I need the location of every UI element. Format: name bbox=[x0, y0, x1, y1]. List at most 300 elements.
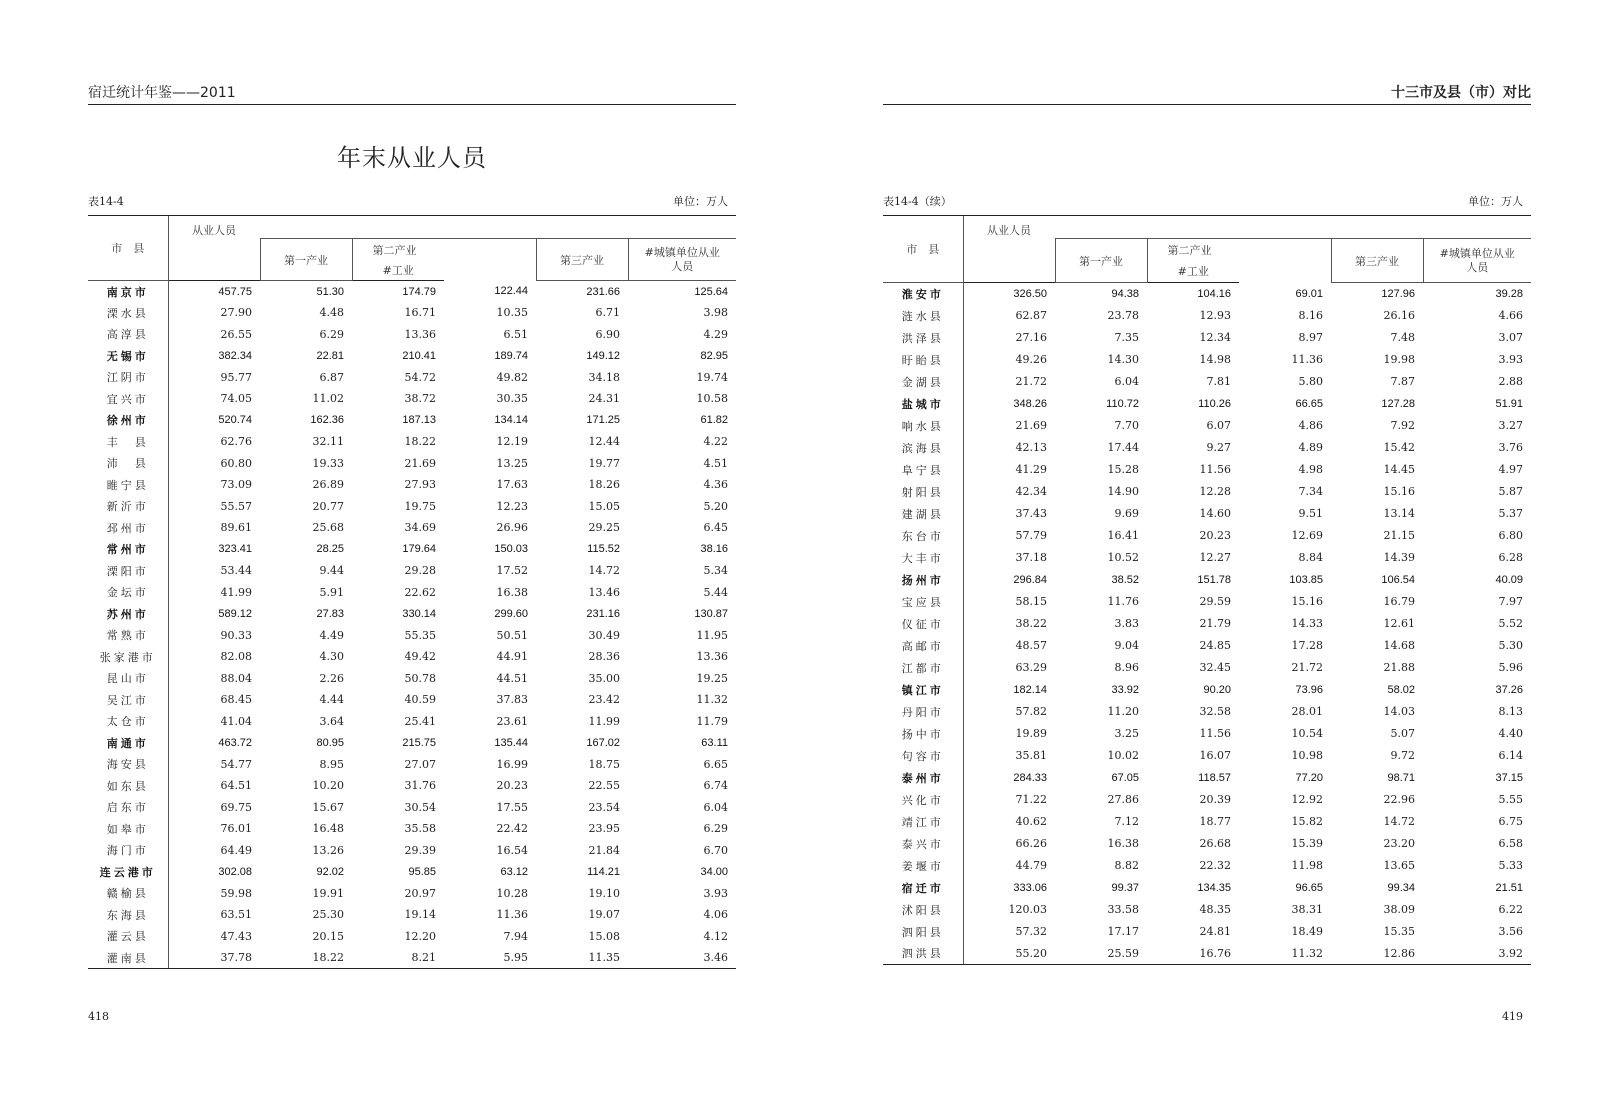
value-cell: 114.21 bbox=[587, 865, 620, 878]
value-cell: 12.19 bbox=[496, 435, 528, 449]
table-row bbox=[883, 657, 1531, 679]
value-cell: 55.57 bbox=[220, 499, 252, 513]
value-cell: 333.06 bbox=[1013, 881, 1047, 894]
value-cell: 5.95 bbox=[444, 947, 536, 969]
region-name: 连云港市 bbox=[88, 861, 168, 883]
value-cell: 14.72 bbox=[588, 564, 620, 578]
region-name: 涟水县 bbox=[883, 305, 963, 327]
value-cell: 3.64 bbox=[319, 714, 344, 728]
table-row bbox=[88, 668, 736, 690]
value-cell: 7.12 bbox=[1114, 815, 1139, 828]
region-name: 常州市 bbox=[88, 539, 168, 561]
value-cell: 14.03 bbox=[1383, 705, 1415, 718]
value-cell: 37.83 bbox=[496, 693, 528, 707]
value-cell: 8.84 bbox=[1298, 551, 1323, 564]
value-cell: 6.75 bbox=[1498, 815, 1523, 828]
value-cell: 149.12 bbox=[586, 349, 620, 362]
value-cell: 179.64 bbox=[402, 543, 436, 556]
value-cell: 22.32 bbox=[1199, 859, 1231, 872]
value-cell: 24.85 bbox=[1199, 639, 1231, 652]
value-cell: 95.85 bbox=[408, 865, 436, 878]
value-cell: 19.10 bbox=[588, 886, 620, 900]
table-row bbox=[88, 410, 736, 432]
region-name: 张家港市 bbox=[88, 646, 168, 668]
value-cell: 520.74 bbox=[218, 414, 252, 427]
table-row bbox=[883, 283, 1531, 305]
region-name: 徐州市 bbox=[88, 410, 168, 432]
value-cell: 457.75 bbox=[218, 285, 252, 298]
value-cell: 8.96 bbox=[1114, 661, 1139, 674]
value-cell: 5.44 bbox=[703, 585, 728, 599]
value-cell: 3.93 bbox=[1498, 353, 1523, 366]
value-cell: 118.57 bbox=[1198, 771, 1231, 784]
value-cell: 3.46 bbox=[628, 947, 736, 969]
value-cell: 67.05 bbox=[1111, 771, 1139, 784]
value-cell: 6.45 bbox=[703, 521, 728, 535]
value-cell: 15.67 bbox=[312, 800, 344, 814]
value-cell: 4.36 bbox=[703, 478, 728, 492]
region-name: 南京市 bbox=[88, 281, 168, 303]
value-cell: 14.98 bbox=[1199, 353, 1231, 366]
value-cell: 7.97 bbox=[1498, 595, 1523, 608]
value-cell: 15.05 bbox=[588, 499, 620, 513]
table-row bbox=[88, 582, 736, 604]
value-cell: 3.92 bbox=[1423, 943, 1531, 965]
value-cell: 11.36 bbox=[1291, 353, 1323, 366]
value-cell: 7.34 bbox=[1298, 485, 1323, 498]
region-name: 吴江市 bbox=[88, 689, 168, 711]
region-name: 宿迁市 bbox=[883, 877, 963, 899]
value-cell: 62.76 bbox=[220, 435, 252, 449]
value-cell: 9.72 bbox=[1390, 749, 1415, 762]
value-cell: 44.79 bbox=[1015, 859, 1047, 872]
table-row bbox=[88, 754, 736, 776]
value-cell: 28.01 bbox=[1291, 705, 1323, 718]
value-cell: 27.83 bbox=[316, 607, 344, 620]
value-cell: 39.28 bbox=[1495, 287, 1523, 300]
value-cell: 10.20 bbox=[312, 779, 344, 793]
region-name: 灌南县 bbox=[88, 947, 168, 969]
table-row bbox=[883, 437, 1531, 459]
table-row bbox=[88, 539, 736, 561]
value-cell: 231.66 bbox=[586, 285, 620, 298]
value-cell: 44.91 bbox=[496, 650, 528, 664]
value-cell: 8.13 bbox=[1498, 705, 1523, 718]
value-cell: 30.54 bbox=[404, 800, 436, 814]
region-name: 兴化市 bbox=[883, 789, 963, 811]
value-cell: 40.62 bbox=[1015, 815, 1047, 828]
value-cell: 19.98 bbox=[1383, 353, 1415, 366]
table-row bbox=[88, 560, 736, 582]
value-cell: 5.30 bbox=[1498, 639, 1523, 652]
value-cell: 6.07 bbox=[1206, 419, 1231, 432]
value-cell: 19.75 bbox=[404, 499, 436, 513]
value-cell: 6.87 bbox=[319, 370, 344, 384]
table-row bbox=[883, 481, 1531, 503]
region-name: 溧阳市 bbox=[88, 560, 168, 582]
value-cell: 167.02 bbox=[586, 736, 620, 749]
value-cell: 22.96 bbox=[1383, 793, 1415, 806]
value-cell: 11.32 bbox=[1239, 943, 1331, 965]
region-name: 高邮市 bbox=[883, 635, 963, 657]
value-cell: 10.54 bbox=[1291, 727, 1323, 740]
value-cell: 6.28 bbox=[1498, 551, 1523, 564]
value-cell: 215.75 bbox=[402, 736, 436, 749]
value-cell: 6.80 bbox=[1498, 529, 1523, 542]
value-cell: 77.20 bbox=[1295, 771, 1323, 784]
value-cell: 16.07 bbox=[1199, 749, 1231, 762]
region-name: 泗阳县 bbox=[883, 921, 963, 943]
table-row bbox=[88, 904, 736, 926]
region-name: 滨海县 bbox=[883, 437, 963, 459]
value-cell: 15.16 bbox=[1291, 595, 1323, 608]
region-name: 仪征市 bbox=[883, 613, 963, 635]
value-cell: 3.76 bbox=[1498, 441, 1523, 454]
running-head-text: 十三市及县（市）对比 bbox=[1391, 85, 1531, 101]
table-row bbox=[883, 327, 1531, 349]
value-cell: 125.64 bbox=[694, 285, 728, 298]
value-cell: 50.78 bbox=[404, 671, 436, 685]
region-name: 泗洪县 bbox=[883, 943, 963, 965]
value-cell: 7.81 bbox=[1206, 375, 1231, 388]
region-name: 金坛市 bbox=[88, 582, 168, 604]
region-name: 海安县 bbox=[88, 754, 168, 776]
value-cell: 55.35 bbox=[404, 628, 436, 642]
value-cell: 12.93 bbox=[1199, 309, 1231, 322]
value-cell: 61.82 bbox=[700, 414, 728, 427]
region-name: 靖江市 bbox=[883, 811, 963, 833]
value-cell: 12.28 bbox=[1199, 485, 1231, 498]
value-cell: 4.48 bbox=[319, 306, 344, 320]
value-cell: 174.79 bbox=[402, 285, 436, 298]
value-cell: 37.18 bbox=[1015, 551, 1047, 564]
value-cell: 25.59 bbox=[1055, 943, 1147, 965]
value-cell: 19.33 bbox=[312, 456, 344, 470]
value-cell: 21.84 bbox=[588, 843, 620, 857]
region-name: 泰兴市 bbox=[883, 833, 963, 855]
value-cell: 95.77 bbox=[220, 370, 252, 384]
value-cell: 58.15 bbox=[1015, 595, 1047, 608]
value-cell: 11.95 bbox=[696, 628, 728, 642]
value-cell: 14.45 bbox=[1383, 463, 1415, 476]
region-name: 苏州市 bbox=[88, 603, 168, 625]
value-cell: 90.20 bbox=[1203, 683, 1231, 696]
value-cell: 326.50 bbox=[1013, 287, 1047, 300]
value-cell: 37.15 bbox=[1495, 771, 1523, 784]
value-cell: 231.16 bbox=[586, 607, 620, 620]
page-number: 418 bbox=[88, 1010, 109, 1023]
value-cell: 24.31 bbox=[588, 392, 620, 406]
value-cell: 4.29 bbox=[703, 327, 728, 341]
value-cell: 463.72 bbox=[218, 736, 252, 749]
region-name: 常熟市 bbox=[88, 625, 168, 647]
table-row bbox=[88, 474, 736, 496]
value-cell: 35.58 bbox=[404, 822, 436, 836]
value-cell: 5.34 bbox=[703, 564, 728, 578]
value-cell: 127.96 bbox=[1381, 287, 1415, 300]
value-cell: 92.02 bbox=[316, 865, 344, 878]
value-cell: 18.77 bbox=[1199, 815, 1231, 828]
table-row bbox=[88, 388, 736, 410]
value-cell: 13.36 bbox=[696, 650, 728, 664]
value-cell: 12.69 bbox=[1291, 529, 1323, 542]
value-cell: 4.86 bbox=[1298, 419, 1323, 432]
value-cell: 13.65 bbox=[1383, 859, 1415, 872]
region-name: 建湖县 bbox=[883, 503, 963, 525]
value-cell: 9.69 bbox=[1114, 507, 1139, 520]
value-cell: 25.30 bbox=[312, 908, 344, 922]
region-name: 江都市 bbox=[883, 657, 963, 679]
employment-table-continued bbox=[883, 215, 1531, 965]
value-cell: 58.02 bbox=[1387, 683, 1415, 696]
value-cell: 21.72 bbox=[1291, 661, 1323, 674]
value-cell: 4.22 bbox=[703, 435, 728, 449]
value-cell: 17.55 bbox=[496, 800, 528, 814]
value-cell: 26.68 bbox=[1199, 837, 1231, 850]
value-cell: 5.33 bbox=[1498, 859, 1523, 872]
value-cell: 5.37 bbox=[1498, 507, 1523, 520]
value-cell: 20.39 bbox=[1199, 793, 1231, 806]
value-cell: 23.20 bbox=[1383, 837, 1415, 850]
table-row bbox=[88, 324, 736, 346]
value-cell: 26.96 bbox=[496, 521, 528, 535]
value-cell: 6.65 bbox=[703, 757, 728, 771]
region-name: 如皋市 bbox=[88, 818, 168, 840]
value-cell: 33.58 bbox=[1107, 903, 1139, 916]
value-cell: 135.44 bbox=[494, 736, 528, 749]
region-name: 镇江市 bbox=[883, 679, 963, 701]
value-cell: 8.97 bbox=[1298, 331, 1323, 344]
value-cell: 8.16 bbox=[1298, 309, 1323, 322]
value-cell: 19.14 bbox=[404, 908, 436, 922]
value-cell: 9.04 bbox=[1114, 639, 1139, 652]
value-cell: 9.44 bbox=[319, 564, 344, 578]
region-name: 昆山市 bbox=[88, 668, 168, 690]
value-cell: 94.38 bbox=[1111, 287, 1139, 300]
value-cell: 38.16 bbox=[700, 543, 728, 556]
value-cell: 7.94 bbox=[503, 929, 528, 943]
value-cell: 38.31 bbox=[1291, 903, 1323, 916]
value-cell: 16.54 bbox=[496, 843, 528, 857]
value-cell: 16.99 bbox=[496, 757, 528, 771]
value-cell: 18.75 bbox=[588, 757, 620, 771]
value-cell: 8.95 bbox=[319, 757, 344, 771]
value-cell: 63.29 bbox=[1015, 661, 1047, 674]
value-cell: 4.89 bbox=[1298, 441, 1323, 454]
value-cell: 38.09 bbox=[1383, 903, 1415, 916]
unit-label: 单位：万人 bbox=[1468, 195, 1523, 208]
table-row bbox=[88, 625, 736, 647]
value-cell: 115.52 bbox=[587, 543, 620, 556]
header-primary: 第一产业 bbox=[1055, 239, 1147, 283]
value-cell: 6.22 bbox=[1498, 903, 1523, 916]
value-cell: 5.07 bbox=[1390, 727, 1415, 740]
value-cell: 9.27 bbox=[1206, 441, 1231, 454]
value-cell: 11.02 bbox=[312, 392, 344, 406]
value-cell: 19.91 bbox=[312, 886, 344, 900]
value-cell: 15.39 bbox=[1291, 837, 1323, 850]
region-name: 灌云县 bbox=[88, 926, 168, 948]
table-row bbox=[88, 453, 736, 475]
value-cell: 302.08 bbox=[218, 865, 252, 878]
table-row bbox=[88, 775, 736, 797]
value-cell: 12.86 bbox=[1331, 943, 1423, 965]
region-name: 盐城市 bbox=[883, 393, 963, 415]
value-cell: 35.81 bbox=[1015, 749, 1047, 762]
region-name: 高淳县 bbox=[88, 324, 168, 346]
value-cell: 15.28 bbox=[1107, 463, 1139, 476]
region-name: 扬中市 bbox=[883, 723, 963, 745]
value-cell: 22.55 bbox=[588, 779, 620, 793]
value-cell: 4.12 bbox=[703, 929, 728, 943]
value-cell: 54.77 bbox=[220, 757, 252, 771]
value-cell: 27.16 bbox=[1015, 331, 1047, 344]
value-cell: 5.20 bbox=[703, 499, 728, 513]
header-industry: #工业 bbox=[352, 261, 444, 281]
value-cell: 18.49 bbox=[1291, 925, 1323, 938]
value-cell: 348.26 bbox=[1013, 397, 1047, 410]
value-cell: 38.52 bbox=[1111, 573, 1139, 586]
value-cell: 20.97 bbox=[404, 886, 436, 900]
header-employed: 从业人员 bbox=[963, 216, 1055, 261]
table-row bbox=[883, 591, 1531, 613]
value-cell: 35.00 bbox=[588, 671, 620, 685]
region-name: 洪泽县 bbox=[883, 327, 963, 349]
value-cell: 27.07 bbox=[404, 757, 436, 771]
running-head-text: 宿迁统计年鉴——2011 bbox=[88, 85, 236, 101]
region-name: 句容市 bbox=[883, 745, 963, 767]
value-cell: 3.98 bbox=[703, 306, 728, 320]
table-row bbox=[88, 840, 736, 862]
value-cell: 5.52 bbox=[1498, 617, 1523, 630]
unit-label: 单位：万人 bbox=[673, 195, 728, 208]
value-cell: 14.60 bbox=[1199, 507, 1231, 520]
value-cell: 66.65 bbox=[1295, 397, 1323, 410]
value-cell: 134.35 bbox=[1197, 881, 1231, 894]
value-cell: 29.28 bbox=[404, 564, 436, 578]
value-cell: 27.86 bbox=[1107, 793, 1139, 806]
value-cell: 34.00 bbox=[700, 865, 728, 878]
table-row bbox=[883, 371, 1531, 393]
value-cell: 589.12 bbox=[218, 607, 252, 620]
table-row bbox=[883, 415, 1531, 437]
value-cell: 6.74 bbox=[703, 779, 728, 793]
table-row bbox=[883, 679, 1531, 701]
table-row bbox=[883, 811, 1531, 833]
table-row bbox=[88, 431, 736, 453]
value-cell: 53.44 bbox=[220, 564, 252, 578]
region-name: 沭阳县 bbox=[883, 899, 963, 921]
value-cell: 99.34 bbox=[1387, 881, 1415, 894]
region-name: 无锡市 bbox=[88, 345, 168, 367]
value-cell: 73.96 bbox=[1295, 683, 1323, 696]
value-cell: 82.95 bbox=[700, 349, 728, 362]
region-name: 太仓市 bbox=[88, 711, 168, 733]
value-cell: 69.75 bbox=[220, 800, 252, 814]
page-number: 419 bbox=[1502, 1010, 1523, 1023]
value-cell: 15.42 bbox=[1383, 441, 1415, 454]
value-cell: 19.77 bbox=[588, 456, 620, 470]
value-cell: 6.58 bbox=[1498, 837, 1523, 850]
value-cell: 120.03 bbox=[1008, 903, 1047, 916]
value-cell: 26.89 bbox=[312, 478, 344, 492]
value-cell: 106.54 bbox=[1381, 573, 1415, 586]
header-industry: #工业 bbox=[1147, 261, 1239, 283]
value-cell: 30.35 bbox=[496, 392, 528, 406]
region-name: 江阴市 bbox=[88, 367, 168, 389]
value-cell: 99.37 bbox=[1111, 881, 1139, 894]
value-cell: 12.61 bbox=[1383, 617, 1415, 630]
value-cell: 37.26 bbox=[1495, 683, 1523, 696]
table-row bbox=[883, 943, 1531, 965]
value-cell: 15.08 bbox=[588, 929, 620, 943]
value-cell: 68.45 bbox=[220, 693, 252, 707]
value-cell: 16.79 bbox=[1383, 595, 1415, 608]
value-cell: 7.70 bbox=[1114, 419, 1139, 432]
value-cell: 40.09 bbox=[1495, 573, 1523, 586]
value-cell: 12.44 bbox=[588, 435, 620, 449]
value-cell: 284.33 bbox=[1013, 771, 1047, 784]
value-cell: 23.42 bbox=[588, 693, 620, 707]
table-row bbox=[883, 899, 1531, 921]
value-cell: 74.05 bbox=[220, 392, 252, 406]
value-cell: 15.35 bbox=[1383, 925, 1415, 938]
value-cell: 10.58 bbox=[696, 392, 728, 406]
value-cell: 8.82 bbox=[1114, 859, 1139, 872]
value-cell: 41.99 bbox=[220, 585, 252, 599]
region-name: 溧水县 bbox=[88, 302, 168, 324]
header-urban-units: #城镇单位从业人员 bbox=[1423, 239, 1531, 283]
value-cell: 48.35 bbox=[1199, 903, 1231, 916]
running-head bbox=[88, 84, 736, 105]
running-head bbox=[883, 84, 1531, 105]
value-cell: 50.51 bbox=[496, 628, 528, 642]
value-cell: 29.39 bbox=[404, 843, 436, 857]
value-cell: 60.80 bbox=[220, 456, 252, 470]
region-name: 东台市 bbox=[883, 525, 963, 547]
value-cell: 98.71 bbox=[1387, 771, 1415, 784]
value-cell: 6.29 bbox=[319, 327, 344, 341]
value-cell: 44.51 bbox=[496, 671, 528, 685]
region-name: 盱眙县 bbox=[883, 349, 963, 371]
value-cell: 150.03 bbox=[494, 543, 528, 556]
value-cell: 11.36 bbox=[496, 908, 528, 922]
table-row bbox=[883, 789, 1531, 811]
value-cell: 10.28 bbox=[496, 886, 528, 900]
value-cell: 10.52 bbox=[1107, 551, 1139, 564]
value-cell: 12.92 bbox=[1291, 793, 1323, 806]
value-cell: 3.83 bbox=[1114, 617, 1139, 630]
value-cell: 62.87 bbox=[1015, 309, 1047, 322]
value-cell: 5.80 bbox=[1298, 375, 1323, 388]
value-cell: 11.32 bbox=[696, 693, 728, 707]
value-cell: 14.90 bbox=[1107, 485, 1139, 498]
value-cell: 5.96 bbox=[1498, 661, 1523, 674]
table-row bbox=[883, 745, 1531, 767]
value-cell: 3.56 bbox=[1498, 925, 1523, 938]
value-cell: 323.41 bbox=[218, 543, 252, 556]
header-secondary: 第二产业 bbox=[1147, 239, 1331, 261]
value-cell: 80.95 bbox=[316, 736, 344, 749]
value-cell: 31.76 bbox=[404, 779, 436, 793]
value-cell: 90.33 bbox=[220, 628, 252, 642]
value-cell: 38.22 bbox=[1015, 617, 1047, 630]
value-cell: 33.92 bbox=[1111, 683, 1139, 696]
value-cell: 16.48 bbox=[312, 822, 344, 836]
value-cell: 14.68 bbox=[1383, 639, 1415, 652]
table-row bbox=[883, 393, 1531, 415]
value-cell: 18.22 bbox=[260, 947, 352, 969]
